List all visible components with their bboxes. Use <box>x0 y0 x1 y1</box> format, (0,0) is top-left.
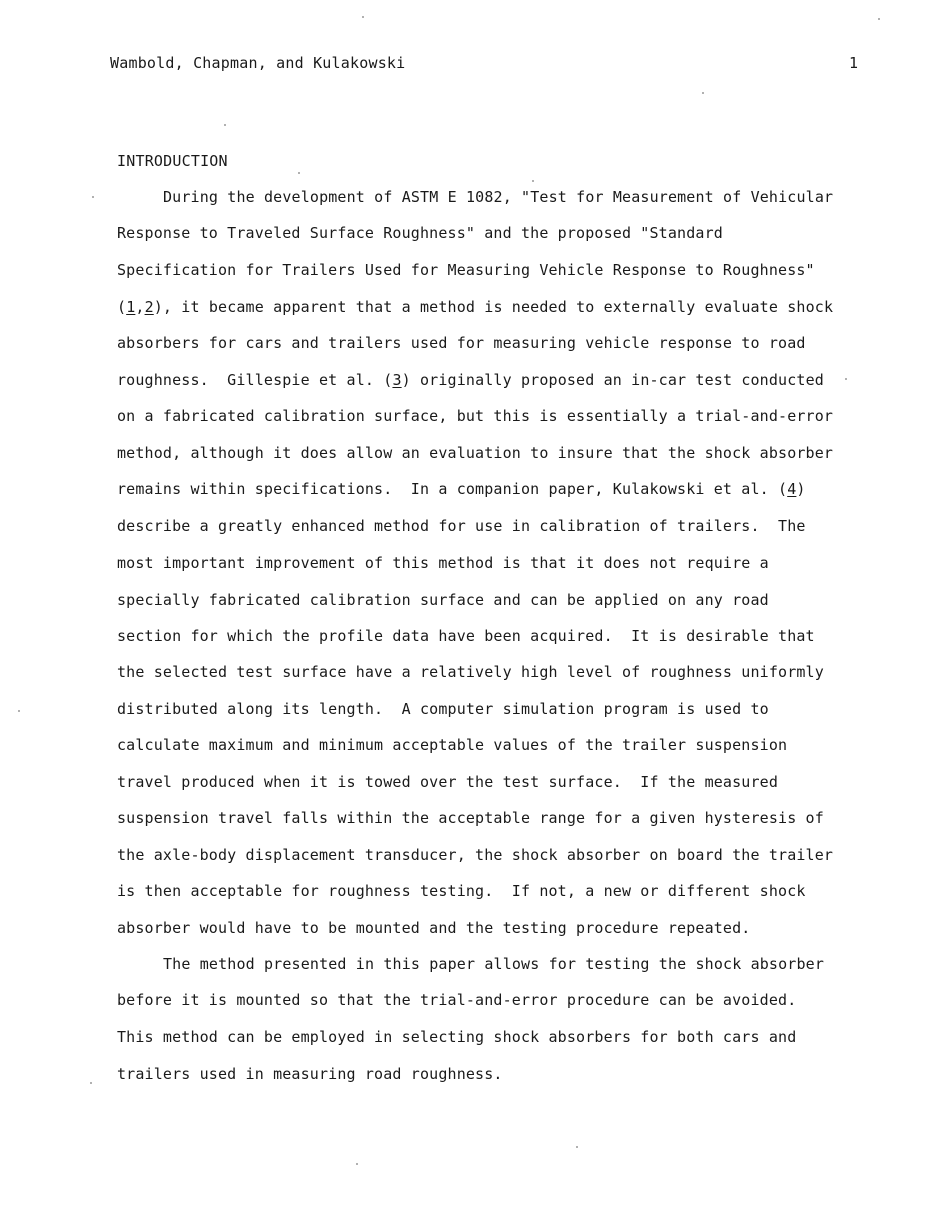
text-line: Specification for Trailers Used for Measuring Vehicle Response to Roughness" <box>117 261 815 279</box>
text-line <box>117 298 833 316</box>
scan-speck <box>576 1146 578 1148</box>
text-line <box>117 371 824 389</box>
scan-speck <box>362 16 364 18</box>
text-line: calculate maximum and minimum acceptable values of the trailer suspension <box>117 736 788 754</box>
scan-speck <box>356 1163 358 1165</box>
text-line: the axle-body displacement transducer, the shock absorber on board the trailer <box>117 846 834 864</box>
text-line: is then acceptable for roughness testing. If not, a new or different shock <box>117 882 806 900</box>
scan-speck <box>878 18 880 20</box>
scan-speck <box>224 124 226 126</box>
citation-ref: 4 <box>787 480 797 498</box>
text-line: before it is mounted so that the trial-and-error procedure can be avoided. <box>117 991 797 1009</box>
text-line <box>117 480 806 498</box>
text-line: most important improvement of this method is that it does not require a <box>117 554 769 572</box>
text-line: method, although it does allow an evaluation to insure that the shock absorber <box>117 444 834 462</box>
text-fragment: ) <box>796 480 806 498</box>
text-fragment: , <box>135 298 145 316</box>
text-line: specially fabricated calibration surface and can be applied on any road <box>117 591 769 609</box>
text-line: Response to Traveled Surface Roughness" and the proposed "Standard <box>117 224 723 242</box>
citation-ref: 2 <box>144 298 154 316</box>
text-line: section for which the profile data have been acquired. It is desirable that <box>117 627 815 645</box>
page-number: 1 <box>849 54 859 72</box>
text-line: During the development of ASTM E 1082, "Test for Measurement of Vehicular <box>163 188 834 206</box>
text-fragment: ), it became apparent that a method is needed to externally evaluate shock <box>153 298 834 316</box>
citation-ref: 1 <box>126 298 136 316</box>
text-line: absorbers for cars and trailers used for measuring vehicle response to road <box>117 334 806 352</box>
text-fragment: remains within specifications. In a companion paper, Kulakowski et al. ( <box>117 480 788 498</box>
text-line: travel produced when it is towed over the test surface. If the measured <box>117 773 779 791</box>
text-line: The method presented in this paper allows for testing the shock absorber <box>163 955 825 973</box>
scan-speck <box>18 710 20 712</box>
citation-ref: 3 <box>392 371 402 389</box>
scan-speck <box>90 1082 92 1084</box>
section-heading: INTRODUCTION <box>117 152 228 170</box>
text-fragment: roughness. Gillespie et al. ( <box>117 371 393 389</box>
running-header-authors: Wambold, Chapman, and Kulakowski <box>110 54 406 72</box>
scan-speck <box>845 378 847 380</box>
scan-speck <box>298 172 300 174</box>
text-line: on a fabricated calibration surface, but this is essentially a trial-and-error <box>117 407 834 425</box>
text-fragment: ( <box>117 298 127 316</box>
text-line: suspension travel falls within the acceptable range for a given hysteresis of <box>117 809 824 827</box>
text-line: describe a greatly enhanced method for use in calibration of trailers. The <box>117 517 806 535</box>
scan-speck <box>532 180 534 182</box>
text-fragment: ) originally proposed an in-car test conducted <box>401 371 824 389</box>
text-line: the selected test surface have a relatively high level of roughness uniformly <box>117 663 824 681</box>
text-line: absorber would have to be mounted and the testing procedure repeated. <box>117 919 751 937</box>
text-line: trailers used in measuring road roughness. <box>117 1065 503 1083</box>
scan-speck <box>92 196 94 198</box>
scan-speck <box>702 92 704 94</box>
text-line: This method can be employed in selecting shock absorbers for both cars and <box>117 1028 797 1046</box>
text-line: distributed along its length. A computer simulation program is used to <box>117 700 769 718</box>
